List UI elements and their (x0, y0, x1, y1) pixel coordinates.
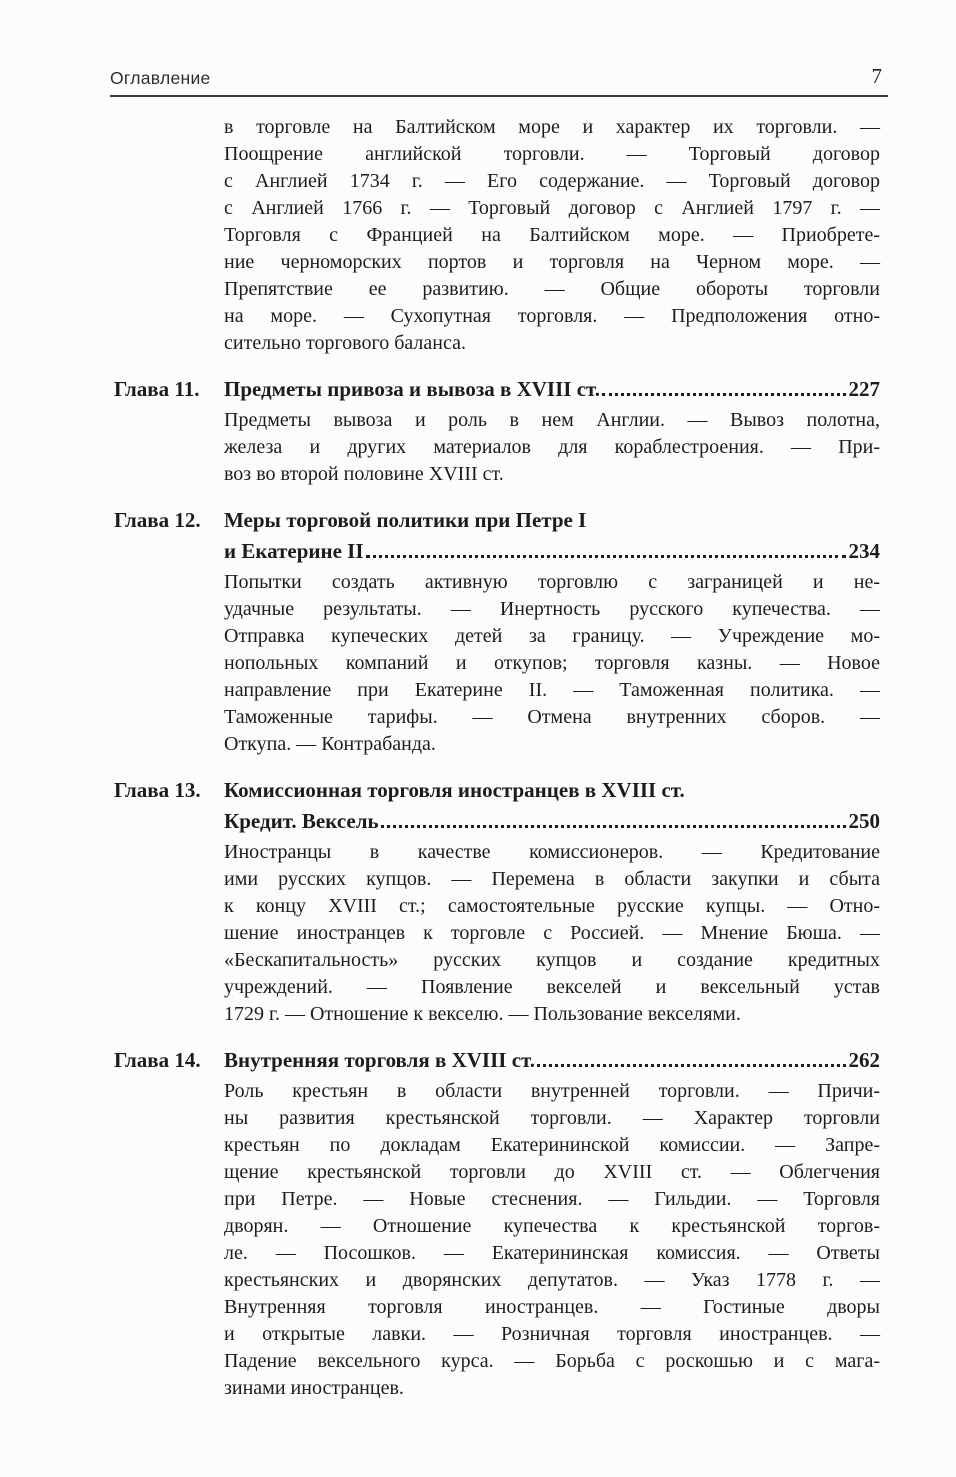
text-line: 1729 г. — Отношение к векселю. — Пользование векселями. (224, 1003, 741, 1025)
text-line: с Англией 1734 г. — Его содержание. — Торговый договор (224, 170, 880, 192)
toc-entry-chapter-12 (114, 505, 880, 758)
page-number: 7 (871, 64, 882, 88)
text-line: «Бескапитальность» русских купцов и создание кредитных (224, 949, 880, 971)
text-line: в торговле на Балтийском море и характер их торговли. — (224, 116, 880, 138)
dot-leader (602, 393, 845, 396)
text-line: при Петре. — Новые стеснения. — Гильдии. — Торговля (224, 1188, 880, 1210)
chapter-page-ref: 227 (848, 377, 880, 401)
text-line: ние черноморских портов и торговля на Черном море. — (224, 251, 880, 273)
chapter-title-row (224, 374, 880, 405)
text-line: зинами иностранцев. (224, 1377, 404, 1399)
toc-entry-chapter-13 (114, 775, 880, 1028)
scanned-book-page (0, 64, 956, 1477)
text-line: учреждений. — Появление векселей и вексельный устав (224, 976, 880, 998)
text-line: крестьян по докладам Екатерининской комиссии. — Запре- (224, 1134, 880, 1156)
text-line: нопольных компаний и откупов; торговля казны. — Новое (224, 652, 880, 674)
text-line: Падение вексельного курса. — Борьба с роскошью и с мага- (224, 1350, 880, 1372)
chapter-label: Глава 12. (114, 508, 201, 532)
text-line: ле. — Посошков. — Екатерининская комиссия. — Ответы (224, 1242, 880, 1264)
text-line: на море. — Сухопутная торговля. — Предположения отно- (224, 305, 880, 327)
toc-entry-chapter-11 (114, 374, 880, 488)
chapter-title-line-1: Комиссионная торговля иностранцев в XVIII ст. (224, 778, 685, 802)
text-line: сительно торгового баланса. (224, 332, 466, 354)
dot-leader (366, 555, 846, 558)
running-head-title: Оглавление (110, 68, 211, 88)
text-line: Откупа. — Контрабанда. (224, 733, 436, 755)
text-line: Препятствие ее развитию. — Общие обороты торговли (224, 278, 880, 300)
toc-content (114, 114, 880, 1402)
chapter-label: Глава 13. (114, 778, 201, 802)
chapter-title: Внутренняя торговля в XVIII ст. (224, 1048, 536, 1072)
text-line: и открытые лавки. — Розничная торговля иностранцев. — (224, 1323, 880, 1345)
text-line: Таможенные тарифы. — Отмена внутренних сборов. — (224, 706, 880, 728)
text-line: ны развития крестьянской торговли. — Характер торговли (224, 1107, 880, 1129)
text-line: ими русских купцов. — Перемена в области закупки и сбыта (224, 868, 880, 890)
continuation-paragraph (224, 114, 880, 357)
chapter-title: Предметы привоза и вывоза в XVIII ст. (224, 377, 601, 401)
chapter-description (224, 569, 880, 758)
chapter-title-line-2: и Екатерине II (224, 539, 364, 563)
chapter-page-ref: 234 (848, 539, 880, 563)
dot-leader (537, 1064, 845, 1067)
page-header (110, 64, 888, 97)
chapter-title-line-1: Меры торговой политики при Петре I (224, 508, 587, 532)
chapter-label: Глава 11. (114, 377, 200, 401)
text-line: щение крестьянской торговли до XVIII ст. — Облегчения (224, 1161, 880, 1183)
text-line: Попытки создать активную торговлю с заграницей и не- (224, 571, 880, 593)
chapter-title-line-2: Кредит. Вексель (224, 809, 379, 833)
chapter-description (224, 407, 880, 488)
chapter-description (224, 839, 880, 1028)
chapter-title-row (224, 536, 880, 567)
text-line: с Англией 1766 г. — Торговый договор с Англией 1797 г. — (224, 197, 880, 219)
text-line: шение иностранцев к торговле с Россией. — Мнение Бюша. — (224, 922, 880, 944)
text-line: Предметы вывоза и роль в нем Англии. — Вывоз полотна, (224, 409, 880, 431)
text-line: Внутренняя торговля иностранцев. — Гостиные дворы (224, 1296, 880, 1318)
toc-entry-chapter-14 (114, 1045, 880, 1402)
chapter-page-ref: 250 (848, 809, 880, 833)
chapter-page-ref: 262 (848, 1048, 880, 1072)
chapter-label: Глава 14. (114, 1048, 201, 1072)
text-line: железа и других материалов для кораблестроения. — При- (224, 436, 880, 458)
text-line: к концу XVIII ст.; самостоятельные русские купцы. — Отно- (224, 895, 880, 917)
text-line: Роль крестьян в области внутренней торговли. — Причи- (224, 1080, 880, 1102)
text-line: крестьянских и дворянских депутатов. — Указ 1778 г. — (224, 1269, 880, 1291)
text-line: дворян. — Отношение купечества к крестьянской торгов- (224, 1215, 880, 1237)
text-line: Отправка купеческих детей за границу. — Учреждение мо- (224, 625, 880, 647)
text-line: направление при Екатерине II. — Таможенная политика. — (224, 679, 880, 701)
chapter-title-row (224, 806, 880, 837)
chapter-description (224, 1078, 880, 1402)
chapter-title-row (224, 1045, 880, 1076)
text-line: Торговля с Францией на Балтийском море. — Приобрете- (224, 224, 880, 246)
text-line: Иностранцы в качестве комиссионеров. — Кредитование (224, 841, 880, 863)
dot-leader (381, 825, 846, 828)
text-line: Поощрение английской торговли. — Торговый договор (224, 143, 880, 165)
text-line: удачные результаты. — Инертность русского купечества. — (224, 598, 880, 620)
text-line: воз во второй половине XVIII ст. (224, 463, 504, 485)
